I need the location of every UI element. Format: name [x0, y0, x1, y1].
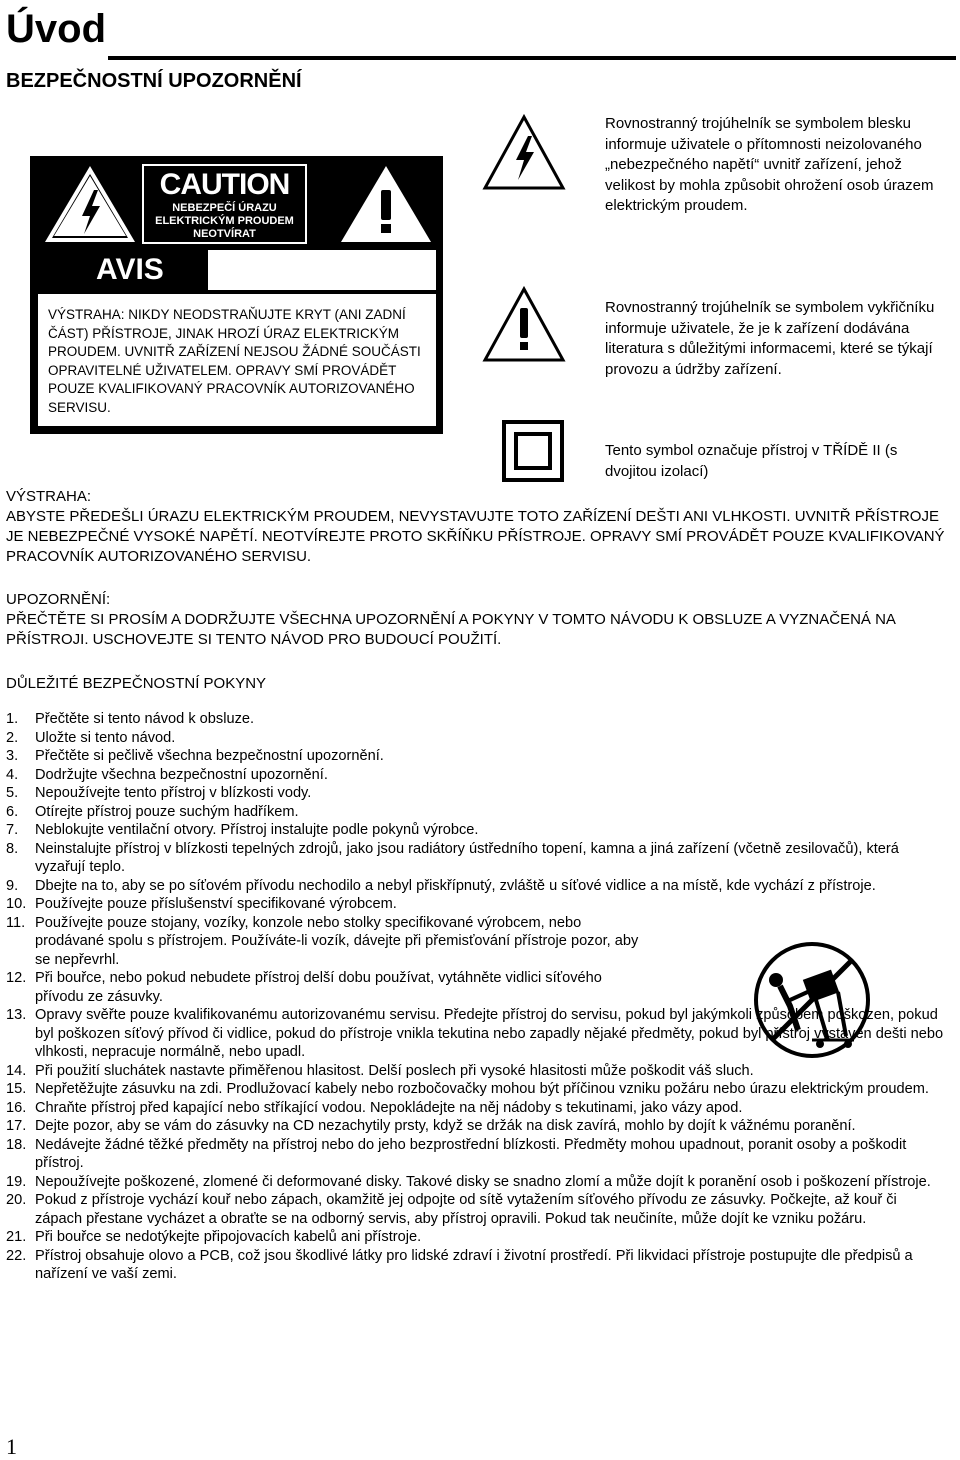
list-item-number: 16.	[6, 1099, 27, 1116]
list-item	[6, 1228, 946, 1247]
title-rule	[108, 56, 956, 60]
list-item-text: Dejte pozor, aby se vám do zásuvky na CD nezachytily prsty, když se držák na disk zavírá, mohlo by dojít k vážnému poranění.	[35, 1118, 856, 1134]
notice-heading: UPOZORNĚNÍ:	[6, 591, 111, 608]
warning-heading: VÝSTRAHA:	[6, 488, 92, 505]
section-title: BEZPEČNOSTNÍ UPOZORNĚNÍ	[6, 70, 302, 92]
avis-panel	[38, 250, 436, 426]
instructions-heading: DŮLEŽITÉ BEZPEČNOSTNÍ POKYNY	[6, 675, 267, 692]
page-title: Úvod	[6, 7, 106, 51]
list-item	[6, 784, 946, 803]
list-item-text: Otírejte přístroj pouze suchým hadříkem.	[35, 803, 299, 820]
list-item	[6, 1099, 946, 1118]
list-item-number: 14.	[6, 1062, 27, 1079]
list-item-text: Při bouřce se nedotýkejte připojovacích kabelů ani přístroje.	[35, 1229, 422, 1245]
avis-word: AVIS	[38, 250, 208, 290]
list-item-number: 1.	[6, 711, 19, 727]
list-item	[6, 729, 946, 748]
list-item-text: Při bouřce, nebo pokud nebudete přístroj delší dobu používat, vytáhněte vidlici síťového přívodu ze zásuvky.	[35, 970, 602, 1005]
list-item	[6, 914, 646, 970]
list-item-text: Pokud z přístroje vychází kouř nebo zápach, okamžitě jej odpojte od sítě vytažením síťového přívodu ze zásuvky. Počkejte, až kouř či zápach přestane vycházet a obraťte se na odborný servis, aby přístroj opravili. Pokud tak neučiníte, může dojít ke vzniku požáru.	[35, 1192, 897, 1227]
list-item	[6, 1247, 946, 1284]
list-item	[6, 1080, 946, 1099]
list-item-text: Používejte pouze příslušenství specifikované výrobcem.	[35, 896, 397, 912]
list-item	[6, 1173, 946, 1192]
list-item-text: Přečtěte si pečlivě všechna bezpečnostní upozornění.	[35, 748, 384, 764]
lightning-description: Rovnostranný trojúhelník se symbolem blesku informuje uživatele o přítomnosti neizolovaného „nebezpečného napětí“ uvnitř zařízení, jehož velikost by mohla způsobit ohrožení osob úrazem elektrickým proudem.	[605, 115, 934, 215]
caution-panel	[142, 164, 307, 244]
caution-lightning-icon	[42, 162, 138, 246]
lightning-triangle-icon	[482, 114, 566, 192]
list-item-text: Při použití sluchátek nastavte přiměřenou hlasitost. Delší poslech při vysoké hlasitosti může poškodit váš sluch.	[35, 1062, 754, 1079]
list-item	[6, 1006, 946, 1062]
list-item-text: Neblokujte ventilační otvory. Přístroj instalujte podle pokynů výrobce.	[35, 822, 479, 838]
list-item-number: 5.	[6, 785, 19, 801]
notice-block	[6, 590, 951, 650]
warning-block	[6, 487, 951, 567]
caution-exclamation-icon	[338, 162, 434, 246]
list-item-number: 15.	[6, 1081, 27, 1097]
list-item-text: Nepoužívejte tento přístroj v blízkosti vody.	[35, 785, 312, 801]
list-item	[6, 895, 946, 914]
caution-line1: NEBEZPEČÍ ÚRAZU	[172, 202, 277, 214]
list-item-number: 11.	[6, 914, 26, 931]
caution-word: CAUTION	[159, 168, 290, 201]
avis-band	[38, 290, 436, 294]
list-item-text: Nepřetěžujte zásuvku na zdi. Prodlužovací kabely nebo rozbočovačky mohou být příčinou vzniku požáru nebo úrazu elektrickým proudem.	[35, 1081, 929, 1097]
list-item-number: 20.	[6, 1192, 27, 1208]
list-item-text: Uložte si tento návod.	[35, 729, 176, 746]
list-item	[6, 1062, 946, 1081]
caution-line3: NEOTVÍRAT	[193, 228, 256, 240]
class2-description: Tento symbol označuje přístroj v TŘÍDĚ II (s dvojitou izolací)	[605, 442, 898, 480]
instructions-list	[6, 710, 946, 1284]
list-item	[6, 1117, 946, 1136]
list-item-text: Nepoužívejte poškozené, zlomené či deformované disky. Takové disky se snadno zlomí a může dojít k poranění osob i poškození přístroje.	[35, 1173, 931, 1190]
list-item	[6, 840, 946, 877]
list-item-text: Dbejte na to, aby se po síťovém přívodu nechodilo a nebyl přiskřípnutý, zvláště u síťové vidlice a na místě, kde vychází z přístroje.	[35, 877, 876, 894]
list-item-text: Používejte pouze stojany, vozíky, konzole nebo stolky specifikované výrobcem, nebo prodávané spolu s přístrojem. Používáte-li vozík, dávejte při přemisťování přístroje pozor, aby se nepřevrhl.	[35, 914, 639, 968]
list-item	[6, 877, 946, 896]
list-item-number: 12.	[6, 970, 27, 986]
list-item-text: Neinstalujte přístroj v blízkosti tepelných zdrojů, jako jsou radiátory ústředního topení, kamna a jiná zařízení (včetně zesilovačů), která vyzařují teplo.	[35, 840, 899, 875]
double-insulation-icon	[502, 420, 564, 482]
list-item-text: Nedávejte žádné těžké předměty na přístroj nebo do jeho bezprostřední blízkosti. Předměty mohou upadnout, poranit osoby a poškodit přístroj.	[35, 1136, 907, 1171]
list-item	[6, 1191, 946, 1228]
list-item-number: 13.	[6, 1007, 27, 1023]
list-item-text: Opravy svěřte pouze kvalifikovanému autorizovanému servisu. Předejte přístroj do servisu, pokud byl jakýmkoli způsobem poškozen, pokud byl poškozen síťový přívod či vidlice, pokud do přístroje vnikla tekutina nebo zapadly nějaké předměty, pokud byl přístroj vystaven dešti nebo vlhkosti, nepracuje normálně, nebo upadl.	[35, 1007, 944, 1060]
list-item-number: 3.	[6, 748, 19, 764]
list-item-number: 18.	[6, 1136, 27, 1153]
list-item	[6, 766, 946, 785]
list-item	[6, 1136, 946, 1173]
list-item-number: 21.	[6, 1229, 27, 1245]
list-item-number: 7.	[6, 822, 19, 838]
list-item-number: 10.	[6, 896, 27, 912]
list-item	[6, 821, 946, 840]
list-item-number: 22.	[6, 1247, 27, 1264]
list-item	[6, 747, 946, 766]
list-item-text: Chraňte přístroj před kapající nebo stříkající vodou. Nepokládejte na něj nádoby s tekutinami, jako vázy apod.	[35, 1099, 743, 1116]
caution-warning-text: VÝSTRAHA: NIKDY NEODSTRAŇUJTE KRYT (ANI ZADNÍ ČÁST) PŘÍSTROJE, JINAK HROZÍ ÚRAZ ELEKTRICKÝM PROUDEM. UVNITŘ ZAŘÍZENÍ NEJSOU ŽÁDNÉ SOUČÁSTI OPRAVITELNÉ UŽIVATELEM. OPRAVY SMÍ PROVÁDĚT POUZE KVALIFIKOVANÝ PRACOVNÍK AUTORIZOVANÉHO SERVISU.	[48, 307, 421, 415]
list-item	[6, 710, 946, 729]
list-item	[6, 969, 646, 1006]
list-item-text: Přečtěte si tento návod k obsluze.	[35, 711, 255, 727]
list-item-number: 4.	[6, 766, 19, 783]
list-item-text: Přístroj obsahuje olovo a PCB, což jsou škodlivé látky pro lidské zdraví i životní prostředí. Při likvidaci přístroje postupujte dle předpisů a nařízení ve vaší zemi.	[35, 1247, 913, 1282]
list-item-number: 2.	[6, 729, 19, 746]
page-number: 1	[6, 1434, 17, 1459]
list-item-number: 9.	[6, 877, 19, 894]
list-item	[6, 803, 946, 822]
list-item-text: Dodržujte všechna bezpečnostní upozornění.	[35, 766, 328, 783]
caution-line2: ELEKTRICKÝM PROUDEM	[155, 215, 294, 227]
exclamation-description: Rovnostranný trojúhelník se symbolem vykřičníku informuje uživatele, že je k zařízení dodávána literatura s důležitými informacemi, které se týkají provozu a údržby zařízení.	[605, 299, 935, 378]
list-item-number: 17.	[6, 1118, 27, 1134]
notice-text: PŘEČTĚTE SI PROSÍM A DODRŽUJTE VŠECHNA UPOZORNĚNÍ A POKYNY V TOMTO NÁVODU K OBSLUZE A VYZNAČENÁ NA PŘÍSTROJI. USCHOVEJTE SI TENTO NÁVOD PRO BUDOUCÍ POUŽITÍ.	[6, 611, 896, 648]
list-item-number: 19.	[6, 1173, 27, 1190]
exclamation-triangle-icon	[482, 286, 566, 364]
list-item-number: 8.	[6, 840, 19, 857]
list-item-number: 6.	[6, 803, 19, 820]
warning-text: ABYSTE PŘEDEŠLI ÚRAZU ELEKTRICKÝM PROUDEM, NEVYSTAVUJTE TOTO ZAŘÍZENÍ DEŠTI ANI VLHKOSTI. UVNITŘ PŘÍSTROJE JE NEBEZPEČNÉ VYSOKÉ NAPĚTÍ. NEOTVÍREJTE PROTO SKŘÍŇKU PŘÍSTROJE. OPRAVY SMÍ PROVÁDĚT POUZE KVALIFIKOVANÝ PRACOVNÍK AUTORIZOVANÉHO SERVISU.	[6, 508, 945, 565]
